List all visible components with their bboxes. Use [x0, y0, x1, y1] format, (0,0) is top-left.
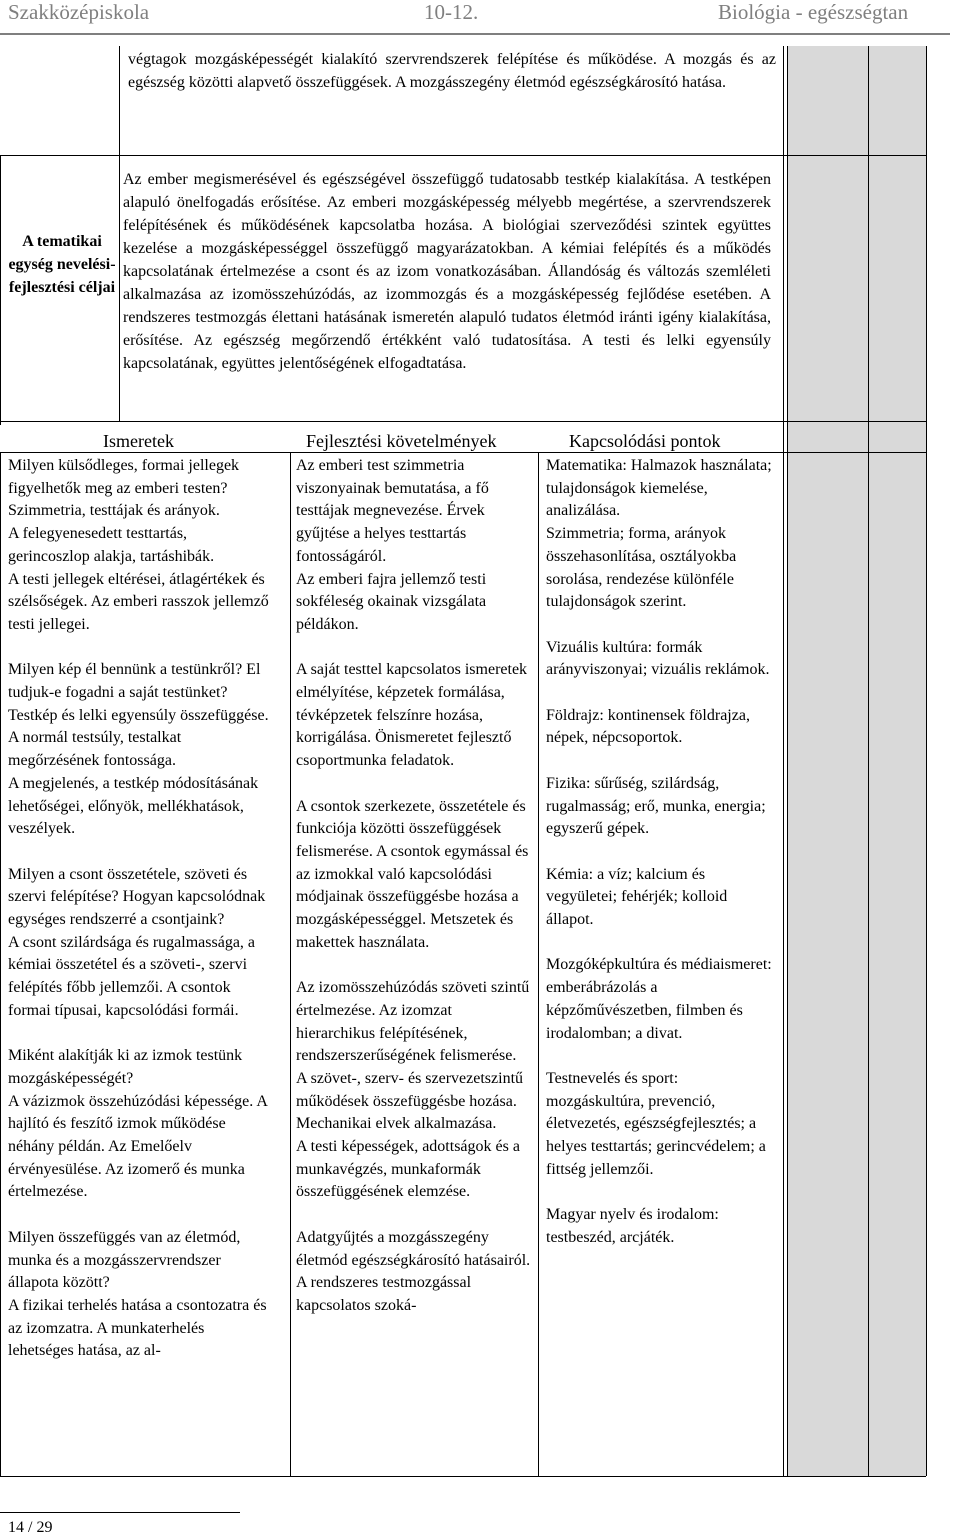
table-border	[868, 46, 869, 1476]
kapcsolodasi-block: Testnevelés és sport: mozgáskultúra, prevenció, életvezetés, egészségfejlesztés; a helyes testtartás; gerincvédelem; a fittség jellemzői.	[546, 1069, 766, 1178]
ismeretek-block: Milyen a csont összetétele, szöveti és szervi felépítése? Hogyan kapcsolódnak egységes rendszerré a csontjaink? A csont szilárdsága és rugalmassága, a kémiai összetétel és a szöveti-, szervi felépítés főbb jellemzői. A csontok formai típusai, kapcsolódási formái.	[8, 865, 266, 1019]
ismeretek-column	[8, 455, 270, 1386]
kapcsolodasi-block: Matematika: Halmazok használata; tulajdonságok kiemelése, analizálása. Szimmetria; forma, arányok összehasonlítása, osztályokba sorolása, rendezése különféle tulajdonságok szerint.	[546, 457, 772, 611]
header-subject: Biológia - egészségtan	[718, 0, 909, 24]
table-border	[0, 452, 926, 453]
intro-paragraph: végtagok mozgásképességét kialakító szervrendszerek felépítése és működése. A mozgás és az egészség közötti alapvető összefüggések. A mozgásszegény életmód egészségkárosító hatása.	[128, 51, 776, 91]
table-border	[0, 452, 1, 1476]
fejlesztesi-block: Az izomösszehúzódás szöveti szintű értelmezése. Az izomzat hierarchikus felépítésének, rendszerszerűségének felismerése. A szövet-, szerv- és szervezetszintű működések összefüggésbe hozása. Mechanikai elvek alkalmazása. A testi képességek, adottságok és a munkavégzés, munkaformák összefüggésének elemzése.	[296, 979, 530, 1201]
table-border	[0, 421, 926, 422]
header-grade: 10-12.	[424, 0, 479, 24]
fejlesztesi-block: Adatgyűjtés a mozgásszegény életmód egészségkárosító hatásairól. A rendszeres testmozgással kapcsolatos szoká-	[296, 1228, 531, 1314]
goals-text: Az ember megismerésével és egészségével összefüggő tudatosabb testkép kialakítása. A testképen alapuló önelfogadás erősítése. Az emberi mozgásképesség mélyebb megértése, a szervrendszerek felépítésének és működésének kapcsolatba hozása. A biológiai szerveződési szintek együttes kezelése a mozgásképességgel összefüggő magyarázatokban. A kémiai felépítés és a működés kapcsolatának értelmezése a csont és az izom vonatkozásában. Állandóság és változás szemléleti alkalmazása az izomösszehúzódás, az izommozgás és a mozgásképesség fejlődése esetében. A rendszeres testmozgás élettani hatásának ismeretén alapuló tudatos életmód iránti igény kialakítása, erősítése. Az egészség megőrzendő értékként való tudatosítása. A testi és lelki egyensúly kapcsolatának, együttes jelentőségének elfogadtatása.	[123, 171, 771, 372]
kapcsolodasi-block: Mozgóképkultúra és médiaismeret: emberábrázolás a képzőművészetben, filmben és irodalomban; a divat.	[546, 956, 772, 1042]
fejlesztesi-block: A csontok szerkezete, összetétele és funkciója közötti összefüggések felismerése. A csontok egymással és az izmokkal való kapcsolódási módjainak összefüggésbe hozása a mozgásképességgel. Metszetek és makettek használata.	[296, 797, 529, 951]
table-border	[783, 46, 784, 1476]
table-border	[290, 452, 291, 1476]
column-header-fejlesztesi: Fejlesztési követelmények	[306, 431, 497, 451]
kapcsolodasi-block: Magyar nyelv és irodalom: testbeszéd, arcjáték.	[546, 1206, 719, 1246]
table-border	[0, 1476, 926, 1477]
right-gray-column	[787, 46, 927, 1476]
ismeretek-block: Miként alakítják ki az izmok testünk mozgásképességét? A vázizmok összehúzódási képessége. A hajlító és feszítő izmok működése néhány példán. Az Emelőelv érvényesülése. Az izomerő és munka értelmezése.	[8, 1047, 268, 1201]
kapcsolodasi-block: Fizika: sűrűség, szilárdság, rugalmasság; erő, munka, energia; egyszerű gépek.	[546, 774, 766, 838]
table-border	[926, 46, 927, 1476]
column-header-kapcsolodasi: Kapcsolódási pontok	[569, 431, 721, 451]
ismeretek-block: Milyen külsődleges, formai jellegek figyelhetők meg az emberi testen? Szimmetria, testtájak és arányok. A felegyenesedett testtartás, gerincoszlop alakja, tartáshibák. A testi jellegek eltérései, átlagértékek és szélsőségek. Az emberi rasszok jellemző testi jellegei.	[8, 457, 269, 633]
page-number: 14 / 29	[8, 1519, 53, 1536]
goals-label: A tematikai egység nevelési-fejlesztési céljai	[8, 233, 116, 296]
table-border	[0, 155, 926, 156]
fejlesztesi-block: Az emberi test szimmetria viszonyainak bemutatása, a fő testtájak megnevezése. Érvek gyűjtése a helyes testtartás fontosságáról. Az emberi fajra jellemző testi sokféleség okainak vizsgálata példákon.	[296, 457, 489, 633]
fejlesztesi-block: A saját testtel kapcsolatos ismeretek elmélyítése, képzetek formálása, tévképzetek felszínre hozása, korrigálása. Önismeretet fejlesztő csoportmunka feladatok.	[296, 661, 528, 770]
kapcsolodasi-column	[546, 455, 776, 1272]
table-border	[538, 452, 539, 1476]
kapcsolodasi-block: Földrajz: kontinensek földrajza, népek, népcsoportok.	[546, 706, 750, 747]
kapcsolodasi-block: Vizuális kultúra: formák arányviszonyai; vizuális reklámok.	[546, 638, 770, 679]
fejlesztesi-column	[296, 455, 532, 1340]
ismeretek-block: Milyen összefüggés van az életmód, munka és a mozgásszervrendszer állapota között? A fizikai terhelés hatása a csontozatra és az izomzatra. A munkaterhelés lehetséges hatása, az al-	[8, 1228, 267, 1360]
table-border	[0, 155, 1, 425]
column-header-ismeretek: Ismeretek	[103, 431, 174, 451]
ismeretek-block: Milyen kép él bennünk a testünkről? El tudjuk-e fogadni a saját testünket? Testkép és lelki egyensúly összefüggése. A normál testsúly, testalkat megőrzésének fontossága. A megjelenés, a testkép módosításának lehetőségei, előnyök, mellékhatások, veszélyek.	[8, 661, 269, 838]
table-border	[119, 46, 120, 421]
header-rule	[0, 33, 950, 35]
page-header	[0, 0, 960, 36]
footer-rule	[0, 1512, 240, 1513]
kapcsolodasi-block: Kémia: a víz; kalcium és vegyületei; fehérjék; kolloid állapot.	[546, 865, 728, 928]
header-school: Szakközépiskola	[8, 0, 150, 24]
table-border	[787, 46, 788, 1476]
